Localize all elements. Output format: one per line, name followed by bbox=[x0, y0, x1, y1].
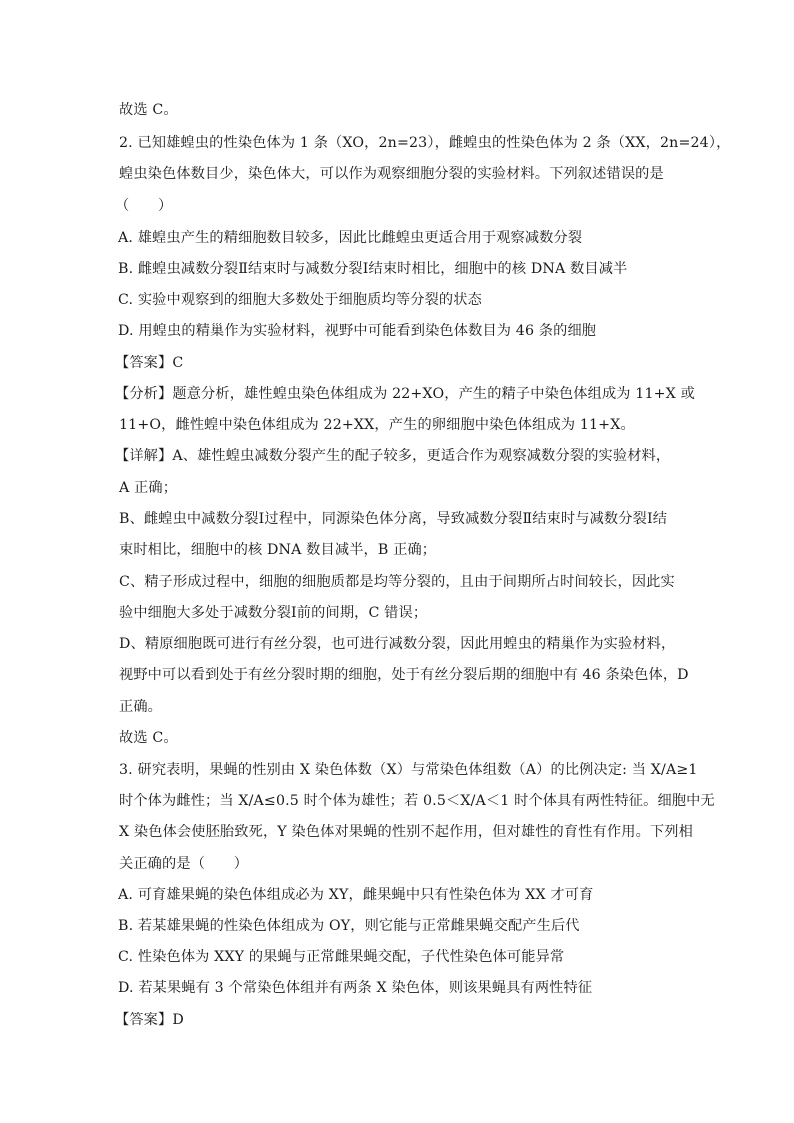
answer-label: 【答案】D bbox=[115, 1012, 184, 1028]
question-2-option-d: D. 用蝗虫的精巢作为实验材料，视野中可能看到染色体数目为 46 条的细胞 bbox=[118, 323, 597, 339]
detail-text: 束时相比，细胞中的核 DNA 数目减半，B 正确； bbox=[119, 542, 437, 558]
conclusion-line: 故选 C。 bbox=[119, 102, 178, 118]
question-3-option-d: D. 若某果蝇有 3 个常染色体组并有两条 X 染色体，则该果蝇具有两性特征 bbox=[118, 980, 593, 996]
question-3-option-c: C. 性染色体为 XXY 的果蝇与正常雌果蝇交配，子代性染色体可能异常 bbox=[118, 949, 565, 965]
detail-text: 【详解】A、雄性蝗虫减数分裂产生的配子较多，更适合作为观察减数分裂的实验材料， bbox=[115, 448, 671, 464]
conclusion-line: 故选 C。 bbox=[119, 730, 178, 746]
question-2-stem: 2. 已知雄蝗虫的性染色体为 1 条（XO，2n=23），雌蝗虫的性染色体为 2 条（XX，2n=24）， bbox=[119, 135, 731, 151]
question-2-option-a: A. 雄蝗虫产生的精细胞数目较多，因此比雌蝗虫更适合用于观察减数分裂 bbox=[118, 230, 583, 246]
detail-text: 视野中可以看到处于有丝分裂时期的细胞，处于有丝分裂后期的细胞中有 46 条染色体，D bbox=[119, 667, 689, 683]
question-3-stem: 时个体为雌性；当 X/A≤0.5 时个体为雄性；若 0.5＜X/A＜1 时个体具有两性特征。细胞中无 bbox=[119, 793, 715, 809]
question-3-stem: 关正确的是（ ） bbox=[119, 856, 249, 872]
question-3-option-a: A. 可育雄果蝇的染色体组成必为 XY，雌果蝇中只有性染色体为 XX 才可育 bbox=[118, 887, 594, 903]
question-2-option-c: C. 实验中观察到的细胞大多数处于细胞质均等分裂的状态 bbox=[118, 292, 482, 308]
question-3-stem: X 染色体会使胚胎致死，Y 染色体对果蝇的性别不起作用，但对雄性的育性有作用。下列相 bbox=[119, 824, 693, 840]
detail-text: B、雌蝗虫中减数分裂Ⅰ过程中，同源染色体分离，导致减数分裂Ⅱ结束时与减数分裂Ⅰ结 bbox=[119, 511, 668, 527]
detail-text: D、精原细胞既可进行有丝分裂，也可进行减数分裂，因此用蝗虫的精巢作为实验材料， bbox=[119, 636, 676, 652]
question-3-option-b: B. 若某雄果蝇的性染色体组成为 OY，则它能与正常雌果蝇交配产生后代 bbox=[118, 918, 580, 934]
detail-text: 正确。 bbox=[119, 699, 163, 715]
answer-label: 【答案】C bbox=[115, 355, 184, 371]
question-2-stem: 蝗虫染色体数目少，染色体大，可以作为观察细胞分裂的实验材料。下列叙述错误的是 bbox=[119, 166, 664, 182]
question-3-stem: 3. 研究表明，果蝇的性别由 X 染色体数（X）与常染色体组数（A）的比例决定: 当 X/A≥1 bbox=[119, 762, 698, 778]
detail-text: C、精子形成过程中，细胞的细胞质都是均等分裂的，且由于间期所占时间较长，因此实 bbox=[119, 574, 675, 590]
question-2-option-b: B. 雌蝗虫减数分裂Ⅱ结束时与减数分裂Ⅰ结束时相比，细胞中的核 DNA 数目减半 bbox=[118, 261, 628, 277]
detail-text: 验中细胞大多处于减数分裂Ⅰ前的间期，C 错误； bbox=[119, 605, 428, 621]
analysis-text: 11+O，雌性蝗中染色体组成为 22+XX，产生的卵细胞中染色体组成为 11+X。 bbox=[119, 417, 635, 433]
detail-text: A 正确； bbox=[119, 480, 178, 496]
question-2-blank: （ ） bbox=[115, 198, 173, 214]
analysis-text: 【分析】题意分析，雄性蝗虫染色体组成为 22+XO，产生的精子中染色体组成为 11+X 或 bbox=[115, 386, 695, 402]
